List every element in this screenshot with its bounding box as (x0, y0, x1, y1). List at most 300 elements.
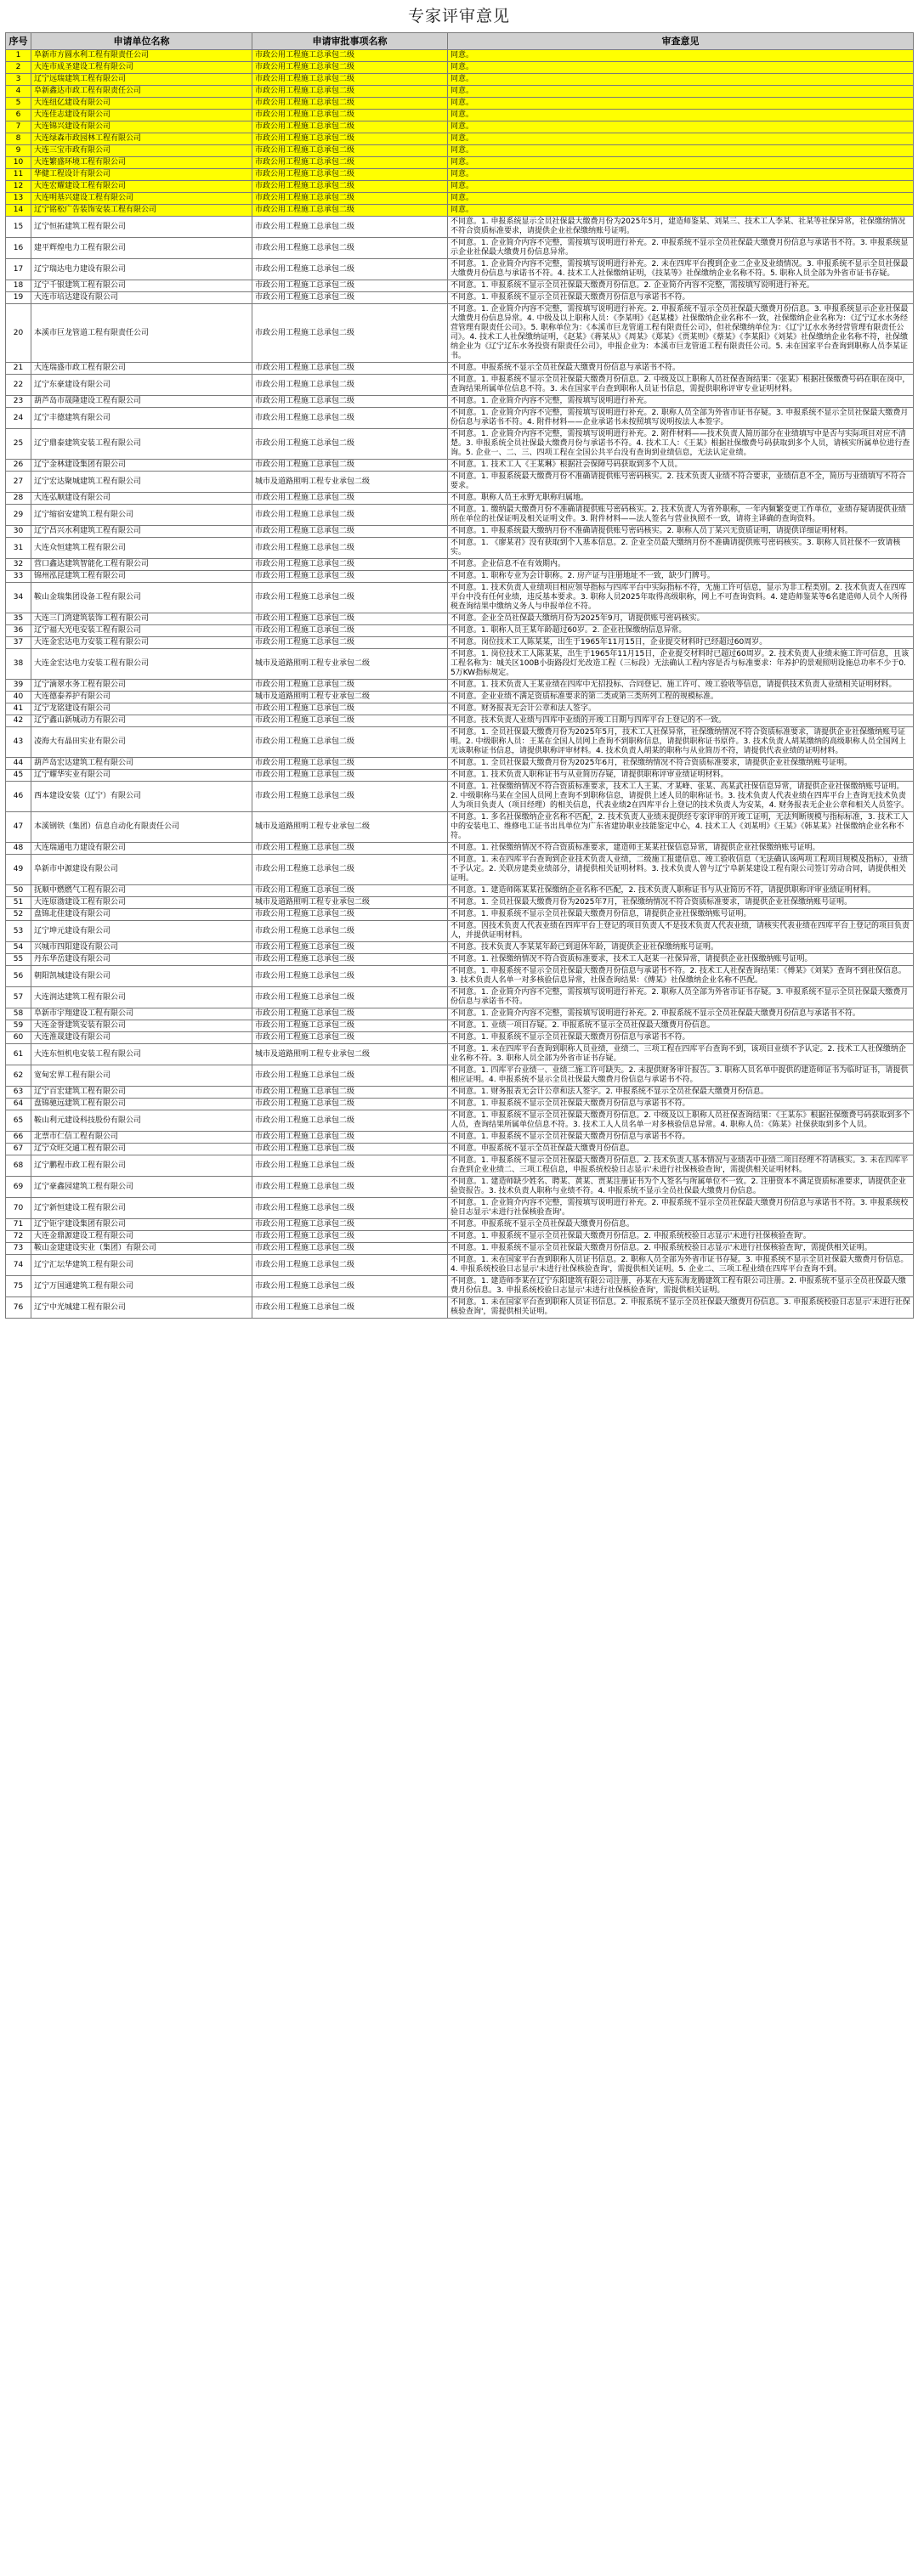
review-opinion: 不同意。1. 申报系统不显示全员社保最大缴费月份信息与承诺书不符。 (448, 292, 914, 304)
review-opinion: 不同意。1. 企业简介内容不完整，需按填写说明进行补充。2. 申报系统不显示全员社保最大缴费月份信息与承诺书不符。 (448, 1008, 914, 1020)
review-opinion: 不同意。1. 技术工人《王某琳》根据社会保障号码获取到多个人员。 (448, 460, 914, 472)
application-item: 市政公用工程施工总承包二级 (252, 637, 448, 649)
company-name: 辽宁东豪建设有限公司 (31, 375, 252, 396)
table-row (6, 505, 914, 526)
table-row (6, 1243, 914, 1255)
table-row (6, 1231, 914, 1243)
row-number: 48 (6, 843, 31, 855)
row-number: 11 (6, 169, 31, 181)
table-row (6, 1099, 914, 1110)
application-item: 市政公用工程施工总承包二级 (252, 1177, 448, 1198)
application-item: 城市及道路照明工程专业承包二级 (252, 649, 448, 680)
company-name: 大连宏耀建设工程有限公司 (31, 181, 252, 193)
table-row (6, 1219, 914, 1231)
company-name: 大连繁盛环境工程有限公司 (31, 157, 252, 169)
table-row (6, 727, 914, 758)
table-row (6, 429, 914, 460)
row-number: 24 (6, 408, 31, 429)
application-item: 市政公用工程施工总承包二级 (252, 538, 448, 559)
row-number: 28 (6, 493, 31, 505)
review-opinion: 不同意。1. 四库平台业绩一、业绩二施工许可缺失。2. 未提供财务审计报告。3. 职称人员名单中提供的建造师证书为临时证书，请提供相应证明。4. 申报系统不显示全员社保最大缴费月份信息与承诺书不符。 (448, 1065, 914, 1087)
company-name: 大连金宏达电力安装工程有限公司 (31, 637, 252, 649)
row-number: 60 (6, 1032, 31, 1044)
row-number: 58 (6, 1008, 31, 1020)
application-item: 市政公用工程施工总承包二级 (252, 1008, 448, 1020)
review-opinion: 不同意。1. 申报系统不显示全员社保最大缴费月份信息。2. 申报系统校验日志显示'未进行社保核验查询'。 (448, 1231, 914, 1243)
review-opinion: 不同意。1. 申报系统不显示全员社保最大缴费月份信息。2. 中级及以上职称人员社保查询结果：《王某东》根据社保缴费号码获取到多个人员，查询结果所属单位信息不符。3. 技术工人人员名单一对多核验信息异常。4. 职称人员：《陈某》社保获取到多个人员。 (448, 1110, 914, 1132)
table-row (6, 259, 914, 280)
application-item: 市政公用工程施工总承包二级 (252, 954, 448, 966)
company-name: 葫芦岛市晟隆建设工程有限公司 (31, 396, 252, 408)
company-name: 辽宁中光城建工程有限公司 (31, 1297, 252, 1319)
row-number: 15 (6, 217, 31, 238)
row-number: 25 (6, 429, 31, 460)
company-name: 大连东恒机电安装工程有限公司 (31, 1044, 252, 1065)
application-item: 市政公用工程施工总承包二级 (252, 1219, 448, 1231)
application-item: 城市及道路照明工程专业承包二级 (252, 472, 448, 493)
row-number: 53 (6, 921, 31, 942)
review-opinion: 不同意。1. 社保缴纳情况不符合资质标准要求，技术工人赵某一社保异常，请提供企业社保缴纳账号证明。 (448, 954, 914, 966)
review-opinion: 不同意。1. 缴纳最大缴费月份不准确请提供账号密码核实。2. 技术负责人为省外职称，一年内频繁变更工作单位，业绩存疑请提供业绩所在单位的社保证明及相关证明文件。3. 附件材料——法人签名与营业执照不一致，请将主译确的查询资料。 (448, 505, 914, 526)
table-row (6, 571, 914, 583)
review-opinion: 不同意。1. 申报系统不显示全员社保最大缴费月份信息与承诺书不符。 (448, 1099, 914, 1110)
application-item: 市政公用工程施工总承包二级 (252, 157, 448, 169)
application-item: 市政公用工程施工总承包二级 (252, 758, 448, 770)
application-item: 市政公用工程施工总承包二级 (252, 1276, 448, 1297)
review-opinion: 同意。 (448, 157, 914, 169)
review-opinion: 不同意。1. 申报系统不显示全员社保最大缴费月份信息与承诺书不符。 (448, 1032, 914, 1044)
row-number: 18 (6, 280, 31, 292)
row-number: 33 (6, 571, 31, 583)
application-item: 市政公用工程施工总承包二级 (252, 193, 448, 205)
review-opinion: 不同意。1. 企业简介内容不完整，需按填写说明进行补充。2. 附件材料——技术负责人简历部分在业绩填写中是否与实际项目对应不清楚。3. 申报系统全员社保最大缴费月份与承诺书不符。4. 技术工人：《王某》根据社保缴费号码获取到多个人员，请核实所属单位进行查询。5. 企业一、二、三、四项工程在全国公共平台没有查询到业绩信息，无法认定业绩。 (448, 429, 914, 460)
row-number: 26 (6, 460, 31, 472)
company-name: 锦州泓昆建筑工程有限公司 (31, 571, 252, 583)
table-row (6, 1087, 914, 1099)
row-number: 46 (6, 782, 31, 812)
row-number: 67 (6, 1144, 31, 1155)
review-opinion: 不同意。1. 建造师李某在辽宁东阳建筑有限公司注册，孙某在大连东海龙腾建筑工程有限公司注册。2. 申报系统不显示全员社保最大缴费月份信息。3. 申报系统校验日志显示'未进行社保核验查询'，需提供相关证明。 (448, 1276, 914, 1297)
row-number: 8 (6, 133, 31, 145)
row-number: 61 (6, 1044, 31, 1065)
review-opinion: 不同意。1. 企业简介内容不完整，需按填写说明进行补充。 (448, 396, 914, 408)
company-name: 辽宁新恒建设工程有限公司 (31, 1198, 252, 1219)
row-number: 2 (6, 62, 31, 74)
application-item: 市政公用工程施工总承包二级 (252, 526, 448, 538)
review-opinion: 不同意。1. 企业简介内容不完整，需按填写说明进行补充。2. 未在四库平台搜到企业二企业及业绩情况。3. 申报系统不显示全员社保最大缴费月份信息与承诺书不符。4. 技术工人社保缴纳证明，《技某等》社保缴纳企业名称不符。5. 职称人员全部为外省市证书存疑。 (448, 259, 914, 280)
company-name: 建平辉煌电力工程有限公司 (31, 238, 252, 259)
row-number: 35 (6, 613, 31, 625)
table-row (6, 375, 914, 396)
application-item: 市政公用工程施工总承包二级 (252, 1231, 448, 1243)
company-name: 辽宁宏达聚城建筑工程有限公司 (31, 472, 252, 493)
table-row (6, 583, 914, 613)
row-number: 63 (6, 1087, 31, 1099)
company-name: 朝阳凯城建设有限公司 (31, 966, 252, 987)
row-number: 39 (6, 680, 31, 692)
review-opinion: 不同意。企业信息不在有效期内。 (448, 559, 914, 571)
application-item: 市政公用工程施工总承包二级 (252, 855, 448, 885)
row-number: 47 (6, 812, 31, 843)
company-name: 大连三门湾建筑装饰工程有限公司 (31, 613, 252, 625)
review-opinion: 不同意。1. 技术负责人王某业绩在四库中无招投标、合同登记、施工许可、竣工验收等信息，请提供技术负责人业绩相关证明材料。 (448, 680, 914, 692)
application-item: 市政公用工程施工总承包二级 (252, 493, 448, 505)
table-row (6, 843, 914, 855)
row-number: 59 (6, 1020, 31, 1032)
review-opinion: 不同意。1. 建造师陈某某社保缴纳企业名称不匹配，2. 技术负责人职称证书与从业简历不符，请提供职称评审业绩证明材料。 (448, 885, 914, 897)
company-name: 葫芦岛宏达建筑工程有限公司 (31, 758, 252, 770)
row-number: 20 (6, 304, 31, 363)
table-row (6, 1132, 914, 1144)
review-table (5, 32, 914, 1319)
company-name: 辽宁瑞达电力建设有限公司 (31, 259, 252, 280)
review-opinion: 同意。 (448, 181, 914, 193)
review-opinion: 同意。 (448, 133, 914, 145)
row-number: 57 (6, 987, 31, 1008)
application-item: 市政公用工程施工总承包二级 (252, 121, 448, 133)
company-name: 宽甸宏界工程有限公司 (31, 1065, 252, 1087)
application-item: 市政公用工程施工总承包二级 (252, 1032, 448, 1044)
review-opinion: 不同意。1. 未在四库平台查询到职称人员业绩，业绩二、三项工程在四库平台查询不到，该项目业绩不予认定。2. 技术工人社保缴纳企业名称不符。3. 职称人员全部为外省市证书存疑。 (448, 1044, 914, 1065)
application-item: 市政公用工程施工总承包二级 (252, 98, 448, 110)
application-item: 市政公用工程施工总承包二级 (252, 1110, 448, 1132)
review-opinion: 不同意。1. 申报系统不显示全员社保最大缴费月份信息。2. 技术负责人基本情况与业绩表中业绩二项目经理不符请核实。3. 未在四库平台查到企业业绩二、三项工程信息，申报系统校验日志显示'未进行社保核验查询'，需提供相关证明材料。 (448, 1155, 914, 1177)
application-item: 市政公用工程施工总承包二级 (252, 559, 448, 571)
application-item: 市政公用工程施工总承包二级 (252, 292, 448, 304)
review-opinion: 不同意。1. 职称人员王某年龄超过60岁。2. 企业社保缴纳信息异常。 (448, 625, 914, 637)
application-item: 市政公用工程施工总承包二级 (252, 50, 448, 62)
review-opinion: 不同意。1. 申报系统不显示全员社保最大缴费月份信息。2. 中级及以上职称人员社保查询结果：《张某》根据社保缴费号码在职在岗中，查询结果所属单位信息不符。3. 未在国家平台查到职称人员证书信息，需提供职称评审专业证明材料。 (448, 375, 914, 396)
row-number: 22 (6, 375, 31, 396)
company-name: 鞍山金瑞集团设备工程有限公司 (31, 583, 252, 613)
application-item: 市政公用工程施工总承包二级 (252, 110, 448, 121)
company-name: 大连佳志建设有限公司 (31, 110, 252, 121)
row-number: 37 (6, 637, 31, 649)
review-opinion: 不同意。职称人员王永野无职称归属地。 (448, 493, 914, 505)
table-row (6, 782, 914, 812)
application-item: 城市及道路照明工程专业承包二级 (252, 897, 448, 909)
application-item: 市政公用工程施工总承包二级 (252, 375, 448, 396)
company-name: 大连瑞通电力建设有限公司 (31, 843, 252, 855)
row-number: 7 (6, 121, 31, 133)
row-number: 49 (6, 855, 31, 885)
row-number: 64 (6, 1099, 31, 1110)
company-name: 华健工程设计有限公司 (31, 169, 252, 181)
review-opinion: 不同意。1. 技术负责人业绩项目相应领导指标与四库平台中实际指标不符，无施工许可信息，显示为非工程类别。2. 技术负责人在四库平台中没有任何业绩，违反基本要求。3. 职称人员2025年取得高级职称，网上不可查询资料。4. 建造师鉴某等6名建造师人员个人所得税查询结果中缴纳义务人与申报单位不符。 (448, 583, 914, 613)
row-number: 75 (6, 1276, 31, 1297)
company-name: 辽宁金林建设集团有限公司 (31, 460, 252, 472)
row-number: 17 (6, 259, 31, 280)
table-row (6, 526, 914, 538)
application-item: 市政公用工程施工总承包二级 (252, 843, 448, 855)
application-item: 市政公用工程施工总承包二级 (252, 782, 448, 812)
row-number: 31 (6, 538, 31, 559)
application-item: 城市及道路照明工程专业承包二级 (252, 1044, 448, 1065)
table-row (6, 637, 914, 649)
company-name: 大连金宏达电力安装工程有限公司 (31, 649, 252, 680)
company-name: 盘锦驰远建筑工程有限公司 (31, 1099, 252, 1110)
review-opinion: 不同意。1. 职称专业为会计职称。2. 房产证与注册地址不一致，缺少门牌号。 (448, 571, 914, 583)
row-number: 5 (6, 98, 31, 110)
table-row (6, 205, 914, 217)
table-row (6, 133, 914, 145)
table-row (6, 50, 914, 62)
company-name: 辽宁远瑞建筑工程有限公司 (31, 74, 252, 86)
table-row (6, 363, 914, 375)
row-number: 1 (6, 50, 31, 62)
company-name: 盘锦北佳建设有限公司 (31, 909, 252, 921)
table-row (6, 770, 914, 782)
table-row (6, 855, 914, 885)
review-opinion: 同意。 (448, 86, 914, 98)
application-item: 市政公用工程施工总承包二级 (252, 181, 448, 193)
review-opinion: 不同意。1. 未在四库平台查询到企业技术负责人业绩，二级施工报建信息、竣工验收信息（无法确认该两项工程项目规模及指标），业绩不予认定。2. 关联房建类业绩部分，请提供相关证明材料。3. 技术负责人曾与辽宁阜新某建设工程有限公司签订劳动合同，请提供相关证明。 (448, 855, 914, 885)
row-number: 4 (6, 86, 31, 98)
table-row (6, 193, 914, 205)
company-name: 辽宁缩宿安建筑工程有限公司 (31, 505, 252, 526)
review-opinion: 不同意。1. 多名社保缴纳企业名称不匹配，2. 技术负责人业绩未提供经专家评审的开竣工证明，无法判断规模与指标标准，3. 技术工人中的安装电工、维修电工证书出具单位为广东省建协职业技能鉴定中心，4. 技术工人《刘某明》《王某》《韩某某》社保缴纳企业名称不符。 (448, 812, 914, 843)
review-opinion: 不同意。1. 建造师缺少姓名、聘某、黄某、贾某注册证书为个人签名与所属单位不一致。2. 注册资本不满足资质标准要求，请提供企业验资报告。3. 技术负责人职称与业绩不符。4. 申报系统不显示全员社保最大缴费月份信息。 (448, 1177, 914, 1198)
row-number: 65 (6, 1110, 31, 1132)
company-name: 本溪钢铁（集团）信息自动化有限责任公司 (31, 812, 252, 843)
company-name: 辽宁千银建筑工程有限公司 (31, 280, 252, 292)
review-opinion: 不同意。1. 申报系统最大缴费月份不准确请提供账号密码核实。2. 技术负责人业绩不符合要求，业绩信息不全，简历与业绩填写不符合要求。 (448, 472, 914, 493)
row-number: 23 (6, 396, 31, 408)
review-opinion: 同意。 (448, 62, 914, 74)
company-name: 大连原渤建设工程有限公司 (31, 897, 252, 909)
review-opinion: 不同意。技术负责人业绩与四库中业绩的开竣工日期与四库平台上登记的不一致。 (448, 715, 914, 727)
company-name: 大连润达建筑工程有限公司 (31, 987, 252, 1008)
row-number: 73 (6, 1243, 31, 1255)
review-opinion: 不同意。1. 申报系统不显示全员社保最大缴费月份信息。2. 申报系统校验日志显示'未进行社保核验查询'，需提供相关证明。 (448, 1243, 914, 1255)
review-opinion: 不同意。1. 全员社保最大缴费月份为2025年5月，技术工人社保异常，社保缴纳情况不符合资质标准要求，请提供企业社保缴纳账号证明。2. 中级职称人员：王某在全国人员网上查询不到职称信息，请提供职称证书原件。3. 技术负责人胡某缴纳的高级职称人员全国网上无该职称证书信息，请提供职称评审材料。4. 技术负责人胡某的职称与从业简历不符，请提供代表业绩的证明材料。 (448, 727, 914, 758)
table-row (6, 62, 914, 74)
application-item: 市政公用工程施工总承包二级 (252, 1144, 448, 1155)
table-row (6, 1008, 914, 1020)
review-opinion: 同意。 (448, 98, 914, 110)
review-opinion: 不同意。因技术负责人代表业绩在四库平台上登记的项目负责人不是技术负责人代表业绩，请核实代表业绩在四库平台上登记的项目负责人，并提供证明材料。 (448, 921, 914, 942)
company-name: 西本建设安装（辽宁）有限公司 (31, 782, 252, 812)
application-item: 市政公用工程施工总承包二级 (252, 715, 448, 727)
row-number: 76 (6, 1297, 31, 1319)
company-name: 辽宁豪鑫园建筑工程有限公司 (31, 1177, 252, 1198)
table-row (6, 217, 914, 238)
col-header-opinion: 审查意见 (448, 33, 914, 50)
review-opinion: 同意。 (448, 74, 914, 86)
application-item: 市政公用工程施工总承包二级 (252, 1065, 448, 1087)
application-item: 市政公用工程施工总承包二级 (252, 505, 448, 526)
row-number: 13 (6, 193, 31, 205)
table-row (6, 280, 914, 292)
application-item: 市政公用工程施工总承包二级 (252, 304, 448, 363)
table-row (6, 304, 914, 363)
company-name: 辽宁百宏建筑工程有限公司 (31, 1087, 252, 1099)
table-row (6, 1144, 914, 1155)
row-number: 21 (6, 363, 31, 375)
col-header-no: 序号 (6, 33, 31, 50)
table-row (6, 966, 914, 987)
table-row (6, 238, 914, 259)
review-opinion: 不同意。企业全员社保最大缴纳月份为2025年9月，请提供账号密码核实。 (448, 613, 914, 625)
application-item: 市政公用工程施工总承包二级 (252, 966, 448, 987)
application-item: 市政公用工程施工总承包二级 (252, 74, 448, 86)
application-item: 市政公用工程施工总承包二级 (252, 396, 448, 408)
company-name: 辽宁恒拓建筑工程有限公司 (31, 217, 252, 238)
company-name: 大连金誉建筑安装有限公司 (31, 1020, 252, 1032)
review-opinion: 不同意。1. 未在国家平台查到职称人员证书信息。2. 申报系统不显示全员社保最大缴费月份信息。3. 申报系统校验日志显示'未进行社保核验查询'，需提供相关证明。 (448, 1297, 914, 1319)
row-number: 50 (6, 885, 31, 897)
company-name: 阜新市中源建设有限公司 (31, 855, 252, 885)
company-name: 辽宁坤元建设有限公司 (31, 921, 252, 942)
application-item: 市政公用工程施工总承包二级 (252, 583, 448, 613)
row-number: 45 (6, 770, 31, 782)
application-item: 市政公用工程施工总承包二级 (252, 1255, 448, 1276)
table-row (6, 1297, 914, 1319)
review-opinion: 不同意。1. 财务报表无会计公章和法人签字。2. 申报系统不显示全员社保最大缴费月份信息。 (448, 1087, 914, 1099)
row-number: 16 (6, 238, 31, 259)
review-opinion: 不同意。1. 社保缴纳情况不符合资质标准要求，技术工人王某、才某峰、张某、高某武社保信息异常，请提供企业社保缴纳账号证明。2. 中级职称马某在全国人员网上查询不到职称信息，请提供上述人员的职称证书。3. 技术负责人代表业绩在四库平台上查询无技术负责人为项目负责人（项目经理）的相关信息，代表业绩2在四库平台上登记的技术负责人为安某，4. 财务报表无企业公章和相关人员签字。 (448, 782, 914, 812)
review-opinion: 不同意。1. 企业简介内容不完整，需按填写说明进行补充。2. 职称人员全部为外省市证书存疑。3. 申报系统不显示全员社保最大缴费月份信息与承诺书不符。4. 附件材料——企业承诺书未按照填写说明按法人本签字。 (448, 408, 914, 429)
application-item: 市政公用工程施工总承包二级 (252, 429, 448, 460)
company-name: 大连纽亿建设有限公司 (31, 98, 252, 110)
table-row (6, 987, 914, 1008)
review-opinion: 不同意。1. 技术负责人职称证书与从业简历存疑，请提供职称评审业绩证明材料。 (448, 770, 914, 782)
row-number: 42 (6, 715, 31, 727)
company-name: 兴城市四阳建设有限公司 (31, 942, 252, 954)
table-row (6, 559, 914, 571)
review-opinion: 不同意。1. 企业简介内容不完整，需按填写说明进行补充。2. 申报系统不显示全员社保最大缴费月份信息。3. 申报系统显示企业社保最大缴费月份信息异常。4. 中级及以上职称人员：《李某明》《赵某楼》社保缴纳企业名称不一致，社保缴纳企业名称为：《辽宁辽水水务经营管理有限责任公司》。5. 职称单位为：《本溪市巨龙管道工程有限责任公司》，但社保缴纳单位为：《辽宁辽水水务经营管理有限责任公司》。4. 技术工人社保缴纳证明，《赵某》《蒋某从》《周某》《郑某》《贾某则》《蔡某》《李某阳》《刘某》社保缴纳企业名称不符，社保缴纳企业为《辽宁辽东水务投资有限责任公司》，申报企业为：本溪市巨龙管道工程有限责任公司。5. 未在国家平台查询到职称人员李某证书。 (448, 304, 914, 363)
row-number: 69 (6, 1177, 31, 1198)
company-name: 大连市培达建设有限公司 (31, 292, 252, 304)
application-item: 市政公用工程施工总承包二级 (252, 62, 448, 74)
table-row (6, 1276, 914, 1297)
company-name: 大连锦兴建设有限公司 (31, 121, 252, 133)
table-row (6, 649, 914, 680)
application-item: 市政公用工程施工总承包二级 (252, 921, 448, 942)
review-opinion: 不同意。财务报表无会计公章和法人签字。 (448, 703, 914, 715)
table-row (6, 460, 914, 472)
row-number: 12 (6, 181, 31, 193)
review-opinion: 同意。 (448, 193, 914, 205)
application-item: 城市及道路照明工程专业承包二级 (252, 692, 448, 703)
company-name: 辽宁昌兴水利建筑工程有限公司 (31, 526, 252, 538)
table-row (6, 885, 914, 897)
review-opinion: 不同意。1. 申报系统最大缴纳月份不准确请提供账号密码核实。2. 职称人员丁某兴无资质证明，请提供详细证明材料。 (448, 526, 914, 538)
row-number: 14 (6, 205, 31, 217)
review-opinion: 不同意。1. 全员社保最大缴费月份为2025年7月，社保缴纳情况不符合资质标准要求，请提供企业社保缴纳账号证明。 (448, 897, 914, 909)
row-number: 38 (6, 649, 31, 680)
table-row (6, 692, 914, 703)
row-number: 27 (6, 472, 31, 493)
table-row (6, 110, 914, 121)
review-opinion: 同意。 (448, 205, 914, 217)
row-number: 56 (6, 966, 31, 987)
table-row (6, 86, 914, 98)
row-number: 51 (6, 897, 31, 909)
company-name: 本溪市巨龙管道工程有限责任公司 (31, 304, 252, 363)
table-row (6, 942, 914, 954)
row-number: 68 (6, 1155, 31, 1177)
table-row (6, 1110, 914, 1132)
application-item: 市政公用工程施工总承包二级 (252, 1087, 448, 1099)
table-row (6, 408, 914, 429)
application-item: 市政公用工程施工总承包二级 (252, 259, 448, 280)
review-opinion: 不同意。1. 《廖某君》没有获取到个人基本信息。2. 企业全员最大缴纳月份不准确请提供账号密码核实。3. 职称人员社保不一致请核实。 (448, 538, 914, 559)
table-row (6, 715, 914, 727)
table-row (6, 1044, 914, 1065)
application-item: 市政公用工程施工总承包二级 (252, 1243, 448, 1255)
col-header-item: 申请审批事项名称 (252, 33, 448, 50)
application-item: 市政公用工程施工总承包二级 (252, 133, 448, 145)
review-opinion: 不同意。申报系统不显示全员社保最大缴费月份信息。 (448, 1144, 914, 1155)
review-opinion: 不同意。1. 企业简介内容不完整，需按填写说明进行补充。2. 申报系统不显示全员社保最大缴费月份信息与承诺书不符。3. 申报系统校验日志显示'未进行社保核验查询'。 (448, 1198, 914, 1219)
company-name: 辽宁万国通建筑工程有限公司 (31, 1276, 252, 1297)
row-number: 43 (6, 727, 31, 758)
review-opinion: 同意。 (448, 121, 914, 133)
review-opinion: 不同意。1. 岗位技术工人陈某某，出生于1965年11月15日，企业提交材料时已超过60周岁。2. 技术负责人业绩未施工许可信息，且该工程名称为：城关区100B小街路段灯光改造工程（三标段）无法确认工程内容是否与标准要求：年养护的景观照明设施总功率不少于0.5万KW指标规定。 (448, 649, 914, 680)
review-opinion: 同意。 (448, 145, 914, 157)
application-item: 市政公用工程施工总承包二级 (252, 909, 448, 921)
company-name: 大连德泰养护有限公司 (31, 692, 252, 703)
company-name: 辽宁众旺交通工程有限公司 (31, 1144, 252, 1155)
application-item: 市政公用工程施工总承包二级 (252, 217, 448, 238)
review-opinion: 同意。 (448, 50, 914, 62)
application-item: 市政公用工程施工总承包二级 (252, 1155, 448, 1177)
review-opinion: 不同意。1. 未在国家平台查到职称人员证书信息。2. 职称人员全部为外省市证书存疑。3. 申报系统不显示全员社保最大缴费月份信息。4. 申报系统校验日志显示'未进行社保核验查询'，需提供相关证明。5. 企业二、三项工程业绩在四库平台查询不到。 (448, 1255, 914, 1276)
row-number: 71 (6, 1219, 31, 1231)
row-number: 6 (6, 110, 31, 121)
table-row (6, 396, 914, 408)
row-number: 3 (6, 74, 31, 86)
table-header-row (6, 33, 914, 50)
table-row (6, 909, 914, 921)
table-row (6, 121, 914, 133)
application-item: 市政公用工程施工总承包二级 (252, 613, 448, 625)
row-number: 44 (6, 758, 31, 770)
company-name: 大连弘顺建设有限公司 (31, 493, 252, 505)
application-item: 市政公用工程施工总承包二级 (252, 169, 448, 181)
application-item: 市政公用工程施工总承包二级 (252, 205, 448, 217)
application-item: 市政公用工程施工总承包二级 (252, 238, 448, 259)
row-number: 29 (6, 505, 31, 526)
application-item: 市政公用工程施工总承包二级 (252, 460, 448, 472)
table-row (6, 680, 914, 692)
company-name: 辽宁福大光电安装工程有限公司 (31, 625, 252, 637)
row-number: 9 (6, 145, 31, 157)
table-row (6, 472, 914, 493)
table-row (6, 145, 914, 157)
review-opinion: 不同意。1. 申报系统不显示全员社保最大缴费月份信息，请提供企业社保缴纳账号证明。 (448, 909, 914, 921)
row-number: 54 (6, 942, 31, 954)
company-name: 营口鑫达建筑智能化工程有限公司 (31, 559, 252, 571)
application-item: 市政公用工程施工总承包二级 (252, 680, 448, 692)
table-row (6, 1032, 914, 1044)
review-opinion: 不同意。1. 申报系统不显示全员社保最大缴费月份信息。2. 企业简介内容不完整，需按填写说明进行补充。 (448, 280, 914, 292)
review-opinion: 不同意。1. 全员社保最大缴费月份为2025年6月，社保缴纳情况不符合资质标准要求，请提供企业社保缴纳账号证明。 (448, 758, 914, 770)
application-item: 市政公用工程施工总承包二级 (252, 145, 448, 157)
review-opinion: 不同意。1. 申报系统不显示全员社保最大缴费月份信息与承诺书不符。 (448, 1132, 914, 1144)
company-name: 辽宁钜宇建设集团有限公司 (31, 1219, 252, 1231)
row-number: 72 (6, 1231, 31, 1243)
company-name: 大连三宝市政有限公司 (31, 145, 252, 157)
company-name: 北票市仁信工程有限公司 (31, 1132, 252, 1144)
review-opinion: 同意。 (448, 110, 914, 121)
row-number: 19 (6, 292, 31, 304)
review-opinion: 同意。 (448, 169, 914, 181)
company-name: 鞍山利元建设科技股份有限公司 (31, 1110, 252, 1132)
row-number: 40 (6, 692, 31, 703)
company-name: 鞍山金建建设实业（集团）有限公司 (31, 1243, 252, 1255)
